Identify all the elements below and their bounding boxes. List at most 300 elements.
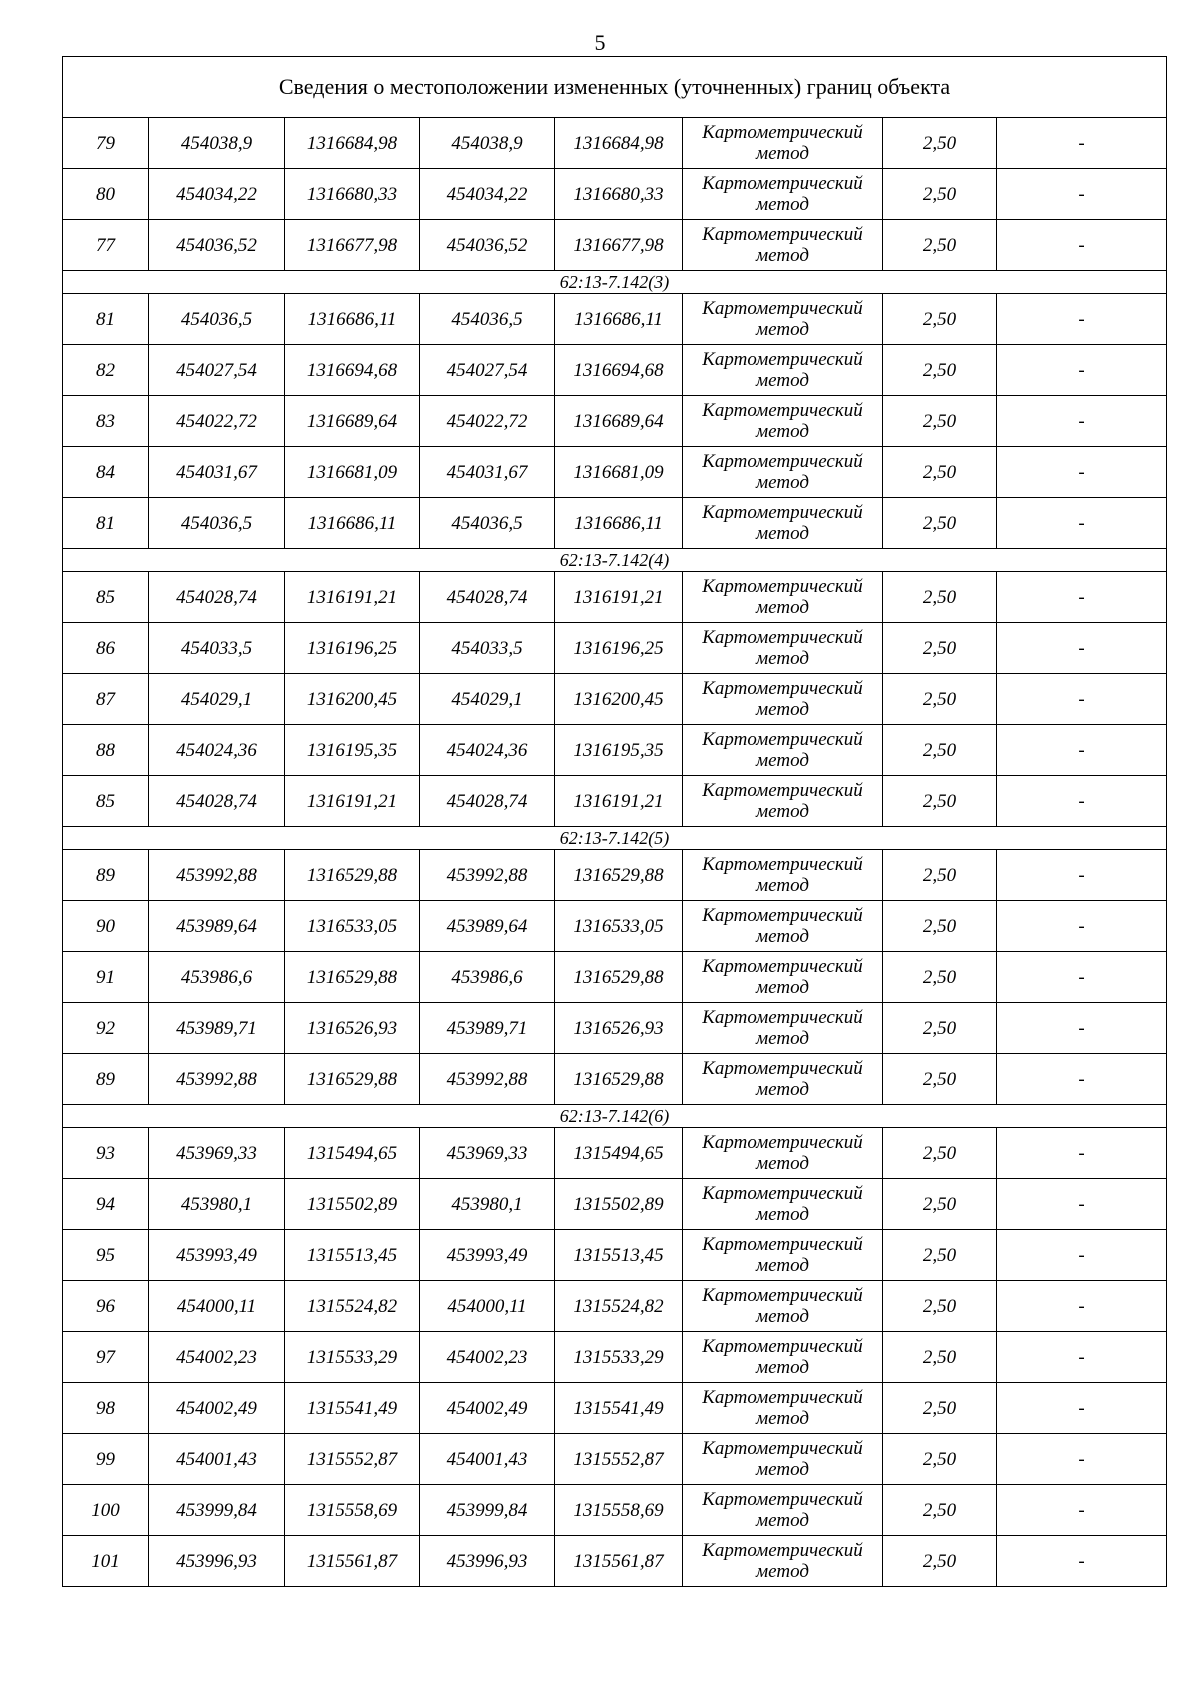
y-new-cell: 1315533,29 <box>555 1332 683 1383</box>
y-new-cell: 1316681,09 <box>555 447 683 498</box>
note-cell: - <box>997 623 1167 674</box>
precision-cell: 2,50 <box>883 572 997 623</box>
table-row <box>63 447 1167 498</box>
method-line1: Картометрический <box>702 1183 863 1204</box>
y-old-cell: 1316689,64 <box>285 396 420 447</box>
point-number-cell: 80 <box>63 169 149 220</box>
method-line1: Картометрический <box>702 576 863 597</box>
table-row <box>63 776 1167 827</box>
point-number-cell: 98 <box>63 1383 149 1434</box>
precision-cell: 2,50 <box>883 725 997 776</box>
section-label: 62:13-7.142(6) <box>63 1105 1167 1128</box>
x-new-cell: 453989,64 <box>420 901 555 952</box>
method-line1: Картометрический <box>702 854 863 875</box>
y-old-cell: 1316694,68 <box>285 345 420 396</box>
y-new-cell: 1316529,88 <box>555 850 683 901</box>
note-cell: - <box>997 1383 1167 1434</box>
y-new-cell: 1316191,21 <box>555 776 683 827</box>
x-old-cell: 454031,67 <box>149 447 285 498</box>
y-new-cell: 1315502,89 <box>555 1179 683 1230</box>
x-new-cell: 454029,1 <box>420 674 555 725</box>
y-old-cell: 1315552,87 <box>285 1434 420 1485</box>
y-new-cell: 1316196,25 <box>555 623 683 674</box>
method-line1: Картометрический <box>702 1132 863 1153</box>
x-new-cell: 453999,84 <box>420 1485 555 1536</box>
method-line1: Картометрический <box>702 956 863 977</box>
method-cell <box>683 1383 883 1434</box>
method-line1: Картометрический <box>702 678 863 699</box>
y-old-cell: 1316677,98 <box>285 220 420 271</box>
note-cell: - <box>997 952 1167 1003</box>
method-line2: метод <box>756 648 809 669</box>
method-cell <box>683 294 883 345</box>
method-line1: Картометрический <box>702 627 863 648</box>
precision-cell: 2,50 <box>883 1230 997 1281</box>
method-line1: Картометрический <box>702 502 863 523</box>
y-new-cell: 1315494,65 <box>555 1128 683 1179</box>
method-line2: метод <box>756 1255 809 1276</box>
x-new-cell: 454024,36 <box>420 725 555 776</box>
method-cell <box>683 901 883 952</box>
table-row <box>63 1485 1167 1536</box>
y-old-cell: 1315561,87 <box>285 1536 420 1587</box>
point-number-cell: 81 <box>63 498 149 549</box>
note-cell: - <box>997 1128 1167 1179</box>
x-old-cell: 453999,84 <box>149 1485 285 1536</box>
table-row <box>63 396 1167 447</box>
table-row <box>63 1536 1167 1587</box>
y-new-cell: 1316684,98 <box>555 118 683 169</box>
point-number-cell: 101 <box>63 1536 149 1587</box>
table-row <box>63 1179 1167 1230</box>
note-cell: - <box>997 850 1167 901</box>
x-new-cell: 454027,54 <box>420 345 555 396</box>
table-row <box>63 725 1167 776</box>
table-row <box>63 1003 1167 1054</box>
method-line1: Картометрический <box>702 1336 863 1357</box>
x-old-cell: 454036,5 <box>149 294 285 345</box>
method-line2: метод <box>756 1459 809 1480</box>
section-header-row <box>63 271 1167 294</box>
table-row <box>63 952 1167 1003</box>
y-new-cell: 1315561,87 <box>555 1536 683 1587</box>
x-new-cell: 454028,74 <box>420 776 555 827</box>
x-new-cell: 454022,72 <box>420 396 555 447</box>
point-number-cell: 90 <box>63 901 149 952</box>
x-new-cell: 453992,88 <box>420 850 555 901</box>
precision-cell: 2,50 <box>883 1536 997 1587</box>
point-number-cell: 93 <box>63 1128 149 1179</box>
table-row <box>63 1383 1167 1434</box>
method-line1: Картометрический <box>702 1007 863 1028</box>
method-line2: метод <box>756 523 809 544</box>
method-line2: метод <box>756 319 809 340</box>
table-row <box>63 169 1167 220</box>
point-number-cell: 86 <box>63 623 149 674</box>
table-row <box>63 1434 1167 1485</box>
y-new-cell: 1316191,21 <box>555 572 683 623</box>
x-new-cell: 454036,5 <box>420 294 555 345</box>
method-line1: Картометрический <box>702 298 863 319</box>
y-new-cell: 1316677,98 <box>555 220 683 271</box>
y-old-cell: 1316686,11 <box>285 294 420 345</box>
note-cell: - <box>997 1054 1167 1105</box>
method-line2: метод <box>756 245 809 266</box>
precision-cell: 2,50 <box>883 498 997 549</box>
section-header-row <box>63 1105 1167 1128</box>
y-new-cell: 1315513,45 <box>555 1230 683 1281</box>
y-old-cell: 1316681,09 <box>285 447 420 498</box>
table-row <box>63 1128 1167 1179</box>
precision-cell: 2,50 <box>883 623 997 674</box>
x-new-cell: 454001,43 <box>420 1434 555 1485</box>
x-old-cell: 453993,49 <box>149 1230 285 1281</box>
note-cell: - <box>997 725 1167 776</box>
table-row <box>63 901 1167 952</box>
page-number: 5 <box>594 30 606 55</box>
x-new-cell: 454028,74 <box>420 572 555 623</box>
x-new-cell: 454002,23 <box>420 1332 555 1383</box>
x-new-cell: 454036,5 <box>420 498 555 549</box>
section-label: 62:13-7.142(3) <box>63 271 1167 294</box>
y-old-cell: 1316529,88 <box>285 1054 420 1105</box>
note-cell: - <box>997 447 1167 498</box>
y-old-cell: 1315494,65 <box>285 1128 420 1179</box>
y-old-cell: 1316191,21 <box>285 572 420 623</box>
method-line1: Картометрический <box>702 122 863 143</box>
precision-cell: 2,50 <box>883 1179 997 1230</box>
x-new-cell: 454038,9 <box>420 118 555 169</box>
method-line1: Картометрический <box>702 1234 863 1255</box>
y-old-cell: 1316195,35 <box>285 725 420 776</box>
x-old-cell: 454001,43 <box>149 1434 285 1485</box>
method-line2: метод <box>756 1357 809 1378</box>
method-cell <box>683 1128 883 1179</box>
method-cell <box>683 725 883 776</box>
x-old-cell: 454022,72 <box>149 396 285 447</box>
method-cell <box>683 498 883 549</box>
x-new-cell: 453993,49 <box>420 1230 555 1281</box>
y-new-cell: 1316686,11 <box>555 498 683 549</box>
x-new-cell: 454000,11 <box>420 1281 555 1332</box>
x-old-cell: 453989,64 <box>149 901 285 952</box>
note-cell: - <box>997 396 1167 447</box>
method-cell <box>683 1003 883 1054</box>
x-old-cell: 454029,1 <box>149 674 285 725</box>
table-row <box>63 294 1167 345</box>
precision-cell: 2,50 <box>883 294 997 345</box>
x-old-cell: 454028,74 <box>149 776 285 827</box>
method-line1: Картометрический <box>702 1285 863 1306</box>
method-line2: метод <box>756 926 809 947</box>
method-cell <box>683 572 883 623</box>
x-old-cell: 454002,49 <box>149 1383 285 1434</box>
x-new-cell: 453989,71 <box>420 1003 555 1054</box>
y-new-cell: 1315541,49 <box>555 1383 683 1434</box>
y-new-cell: 1315552,87 <box>555 1434 683 1485</box>
table-title-row <box>63 57 1167 118</box>
method-line2: метод <box>756 699 809 720</box>
x-old-cell: 454034,22 <box>149 169 285 220</box>
table-row <box>63 1054 1167 1105</box>
note-cell: - <box>997 169 1167 220</box>
point-number-cell: 100 <box>63 1485 149 1536</box>
x-new-cell: 453992,88 <box>420 1054 555 1105</box>
method-cell <box>683 623 883 674</box>
y-new-cell: 1316529,88 <box>555 952 683 1003</box>
section-label: 62:13-7.142(5) <box>63 827 1167 850</box>
x-old-cell: 454036,5 <box>149 498 285 549</box>
point-number-cell: 85 <box>63 776 149 827</box>
table-row <box>63 498 1167 549</box>
method-cell <box>683 396 883 447</box>
precision-cell: 2,50 <box>883 1434 997 1485</box>
method-line1: Картометрический <box>702 1540 863 1561</box>
precision-cell: 2,50 <box>883 952 997 1003</box>
note-cell: - <box>997 1536 1167 1587</box>
table-row <box>63 623 1167 674</box>
note-cell: - <box>997 498 1167 549</box>
method-cell <box>683 776 883 827</box>
method-cell <box>683 345 883 396</box>
method-cell <box>683 850 883 901</box>
precision-cell: 2,50 <box>883 1054 997 1105</box>
method-line1: Картометрический <box>702 400 863 421</box>
precision-cell: 2,50 <box>883 447 997 498</box>
table-row <box>63 1230 1167 1281</box>
note-cell: - <box>997 294 1167 345</box>
method-line1: Картометрический <box>702 780 863 801</box>
method-cell <box>683 1332 883 1383</box>
method-line2: метод <box>756 472 809 493</box>
point-number-cell: 89 <box>63 1054 149 1105</box>
x-old-cell: 453980,1 <box>149 1179 285 1230</box>
precision-cell: 2,50 <box>883 345 997 396</box>
y-old-cell: 1316533,05 <box>285 901 420 952</box>
boundary-coordinates-table <box>62 56 1167 1587</box>
x-old-cell: 454027,54 <box>149 345 285 396</box>
x-old-cell: 454028,74 <box>149 572 285 623</box>
table-row <box>63 118 1167 169</box>
method-cell <box>683 1485 883 1536</box>
y-new-cell: 1316694,68 <box>555 345 683 396</box>
precision-cell: 2,50 <box>883 169 997 220</box>
method-line2: метод <box>756 1408 809 1429</box>
table-row <box>63 220 1167 271</box>
method-line2: метод <box>756 1306 809 1327</box>
x-new-cell: 454033,5 <box>420 623 555 674</box>
x-old-cell: 454000,11 <box>149 1281 285 1332</box>
precision-cell: 2,50 <box>883 118 997 169</box>
point-number-cell: 97 <box>63 1332 149 1383</box>
x-old-cell: 453969,33 <box>149 1128 285 1179</box>
precision-cell: 2,50 <box>883 776 997 827</box>
method-line2: метод <box>756 875 809 896</box>
y-old-cell: 1316200,45 <box>285 674 420 725</box>
table-title: Сведения о местоположении измененных (уточненных) границ объекта <box>63 57 1167 118</box>
x-old-cell: 453986,6 <box>149 952 285 1003</box>
method-line2: метод <box>756 1204 809 1225</box>
point-number-cell: 96 <box>63 1281 149 1332</box>
method-cell <box>683 169 883 220</box>
method-line2: метод <box>756 801 809 822</box>
point-number-cell: 92 <box>63 1003 149 1054</box>
x-old-cell: 453996,93 <box>149 1536 285 1587</box>
method-line2: метод <box>756 1079 809 1100</box>
precision-cell: 2,50 <box>883 1383 997 1434</box>
y-new-cell: 1316526,93 <box>555 1003 683 1054</box>
table-row <box>63 345 1167 396</box>
note-cell: - <box>997 776 1167 827</box>
precision-cell: 2,50 <box>883 1128 997 1179</box>
method-line1: Картометрический <box>702 1438 863 1459</box>
y-new-cell: 1316195,35 <box>555 725 683 776</box>
precision-cell: 2,50 <box>883 1003 997 1054</box>
point-number-cell: 79 <box>63 118 149 169</box>
note-cell: - <box>997 1332 1167 1383</box>
method-line2: метод <box>756 194 809 215</box>
y-old-cell: 1316196,25 <box>285 623 420 674</box>
table-row <box>63 674 1167 725</box>
y-old-cell: 1315533,29 <box>285 1332 420 1383</box>
x-new-cell: 453996,93 <box>420 1536 555 1587</box>
note-cell: - <box>997 345 1167 396</box>
y-old-cell: 1315558,69 <box>285 1485 420 1536</box>
method-line1: Картометрический <box>702 173 863 194</box>
point-number-cell: 81 <box>63 294 149 345</box>
note-cell: - <box>997 901 1167 952</box>
method-line1: Картометрический <box>702 451 863 472</box>
note-cell: - <box>997 1003 1167 1054</box>
note-cell: - <box>997 220 1167 271</box>
method-line1: Картометрический <box>702 905 863 926</box>
method-cell <box>683 118 883 169</box>
method-line2: метод <box>756 1561 809 1582</box>
precision-cell: 2,50 <box>883 850 997 901</box>
note-cell: - <box>997 1281 1167 1332</box>
precision-cell: 2,50 <box>883 674 997 725</box>
y-old-cell: 1315513,45 <box>285 1230 420 1281</box>
precision-cell: 2,50 <box>883 220 997 271</box>
x-new-cell: 453986,6 <box>420 952 555 1003</box>
y-new-cell: 1316533,05 <box>555 901 683 952</box>
point-number-cell: 88 <box>63 725 149 776</box>
y-old-cell: 1316191,21 <box>285 776 420 827</box>
x-old-cell: 454036,52 <box>149 220 285 271</box>
table-row <box>63 1281 1167 1332</box>
precision-cell: 2,50 <box>883 901 997 952</box>
method-cell <box>683 1054 883 1105</box>
point-number-cell: 99 <box>63 1434 149 1485</box>
y-old-cell: 1315541,49 <box>285 1383 420 1434</box>
x-old-cell: 454033,5 <box>149 623 285 674</box>
x-new-cell: 454036,52 <box>420 220 555 271</box>
section-label: 62:13-7.142(4) <box>63 549 1167 572</box>
y-old-cell: 1316684,98 <box>285 118 420 169</box>
point-number-cell: 85 <box>63 572 149 623</box>
precision-cell: 2,50 <box>883 1281 997 1332</box>
y-old-cell: 1315502,89 <box>285 1179 420 1230</box>
method-cell <box>683 674 883 725</box>
method-line2: метод <box>756 1028 809 1049</box>
table-row <box>63 1332 1167 1383</box>
x-old-cell: 454038,9 <box>149 118 285 169</box>
method-cell <box>683 1230 883 1281</box>
x-new-cell: 453969,33 <box>420 1128 555 1179</box>
point-number-cell: 89 <box>63 850 149 901</box>
method-line1: Картометрический <box>702 1058 863 1079</box>
point-number-cell: 84 <box>63 447 149 498</box>
point-number-cell: 82 <box>63 345 149 396</box>
point-number-cell: 83 <box>63 396 149 447</box>
y-old-cell: 1315524,82 <box>285 1281 420 1332</box>
x-old-cell: 454024,36 <box>149 725 285 776</box>
x-old-cell: 453992,88 <box>149 1054 285 1105</box>
method-cell <box>683 1179 883 1230</box>
point-number-cell: 87 <box>63 674 149 725</box>
y-old-cell: 1316680,33 <box>285 169 420 220</box>
method-cell <box>683 1536 883 1587</box>
x-new-cell: 454031,67 <box>420 447 555 498</box>
method-line1: Картометрический <box>702 349 863 370</box>
method-line2: метод <box>756 421 809 442</box>
y-new-cell: 1315524,82 <box>555 1281 683 1332</box>
note-cell: - <box>997 1230 1167 1281</box>
method-line2: метод <box>756 750 809 771</box>
point-number-cell: 91 <box>63 952 149 1003</box>
y-new-cell: 1316680,33 <box>555 169 683 220</box>
y-new-cell: 1316686,11 <box>555 294 683 345</box>
y-old-cell: 1316529,88 <box>285 952 420 1003</box>
method-cell <box>683 1281 883 1332</box>
method-line1: Картометрический <box>702 1387 863 1408</box>
method-line2: метод <box>756 143 809 164</box>
method-line1: Картометрический <box>702 224 863 245</box>
table-row <box>63 850 1167 901</box>
y-new-cell: 1316529,88 <box>555 1054 683 1105</box>
method-line1: Картометрический <box>702 729 863 750</box>
precision-cell: 2,50 <box>883 1485 997 1536</box>
y-old-cell: 1316526,93 <box>285 1003 420 1054</box>
x-new-cell: 453980,1 <box>420 1179 555 1230</box>
precision-cell: 2,50 <box>883 396 997 447</box>
x-old-cell: 453989,71 <box>149 1003 285 1054</box>
note-cell: - <box>997 1179 1167 1230</box>
note-cell: - <box>997 572 1167 623</box>
method-line2: метод <box>756 597 809 618</box>
point-number-cell: 77 <box>63 220 149 271</box>
method-line2: метод <box>756 1510 809 1531</box>
method-line2: метод <box>756 1153 809 1174</box>
x-old-cell: 454002,23 <box>149 1332 285 1383</box>
method-cell <box>683 1434 883 1485</box>
y-new-cell: 1316200,45 <box>555 674 683 725</box>
y-old-cell: 1316686,11 <box>285 498 420 549</box>
method-line1: Картометрический <box>702 1489 863 1510</box>
y-old-cell: 1316529,88 <box>285 850 420 901</box>
method-cell <box>683 220 883 271</box>
note-cell: - <box>997 118 1167 169</box>
y-new-cell: 1315558,69 <box>555 1485 683 1536</box>
method-cell <box>683 952 883 1003</box>
note-cell: - <box>997 674 1167 725</box>
section-header-row <box>63 549 1167 572</box>
point-number-cell: 95 <box>63 1230 149 1281</box>
x-old-cell: 453992,88 <box>149 850 285 901</box>
note-cell: - <box>997 1485 1167 1536</box>
note-cell: - <box>997 1434 1167 1485</box>
method-line2: метод <box>756 977 809 998</box>
